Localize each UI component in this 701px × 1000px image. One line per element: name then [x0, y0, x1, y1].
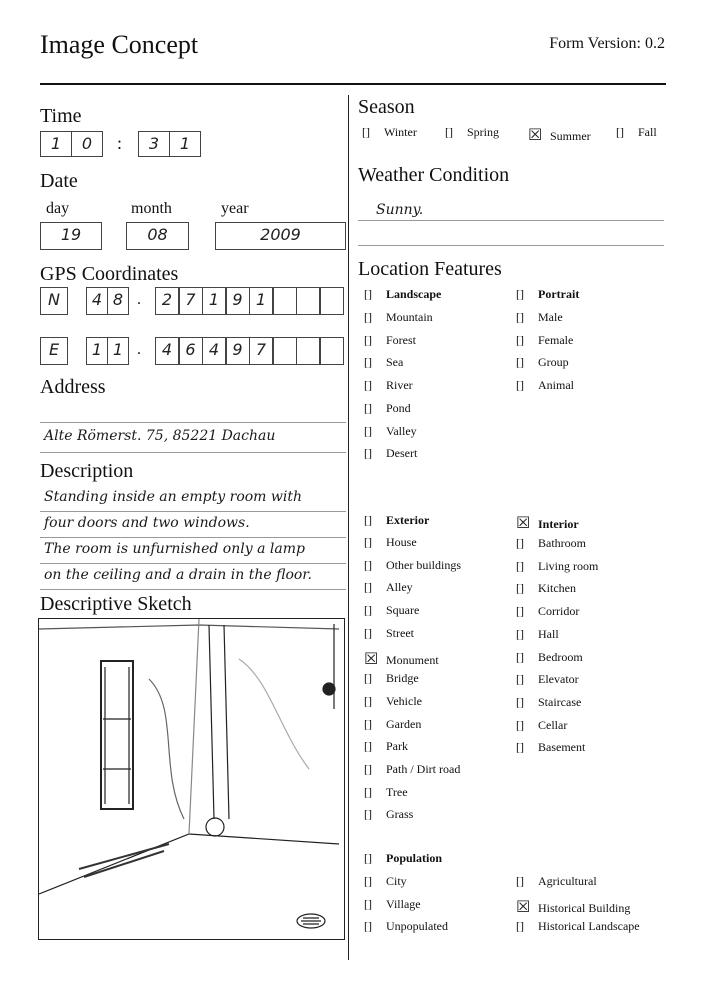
- time-label: Time: [40, 105, 82, 127]
- day-label: day: [46, 200, 70, 217]
- interior-item-checkbox[interactable]: [516, 650, 583, 665]
- latitude-dec-digit-7[interactable]: [296, 287, 320, 315]
- checkbox-label: Park: [386, 739, 408, 754]
- interior-item-checkbox[interactable]: [516, 740, 585, 755]
- population-item-checkbox[interactable]: [364, 919, 448, 934]
- population-item-checkbox[interactable]: [516, 874, 597, 889]
- checkbox-label: Bridge: [386, 671, 419, 686]
- longitude-dec-digit-2[interactable]: 6: [179, 337, 203, 365]
- exterior-item-checkbox[interactable]: [364, 558, 461, 573]
- checkbox-icon[interactable]: []: [364, 603, 372, 618]
- checkbox-label: Forest: [386, 332, 416, 347]
- population-checkbox[interactable]: [364, 851, 442, 866]
- portrait-animal-checkbox[interactable]: [516, 378, 574, 393]
- description-label: Description: [40, 460, 134, 482]
- exterior-item-checkbox[interactable]: [364, 785, 408, 800]
- weather-label: Weather Condition: [358, 164, 510, 186]
- description-rule-2: [40, 537, 346, 538]
- description-rule-4: [40, 589, 346, 590]
- checkbox-icon[interactable]: ☒: [516, 513, 531, 532]
- longitude-dot: .: [137, 341, 141, 358]
- checkbox-icon[interactable]: []: [364, 332, 372, 347]
- checkbox-icon[interactable]: []: [364, 671, 372, 686]
- checkbox-icon[interactable]: []: [364, 355, 372, 370]
- checkbox-icon[interactable]: []: [445, 125, 453, 139]
- exterior-item-checkbox[interactable]: [364, 603, 419, 618]
- longitude-direction[interactable]: E: [40, 337, 68, 365]
- checkbox-label: Path / Dirt road: [386, 762, 461, 776]
- landscape-desert-checkbox[interactable]: [364, 446, 417, 461]
- checkbox-label: Historical Building: [538, 900, 631, 915]
- longitude-dec-digit-7[interactable]: [296, 337, 320, 365]
- latitude-dec-digit-5[interactable]: 1: [249, 287, 273, 315]
- checkbox-icon[interactable]: []: [364, 851, 372, 865]
- checkbox-icon[interactable]: []: [364, 446, 372, 461]
- interior-item-checkbox[interactable]: [516, 604, 579, 619]
- interior-item-checkbox[interactable]: [516, 718, 567, 733]
- header-rule: [40, 83, 666, 85]
- checkbox-icon[interactable]: []: [364, 784, 372, 799]
- longitude-deg-digit-2[interactable]: 1: [107, 337, 129, 365]
- time-separator: :: [117, 133, 123, 153]
- checkbox-label: Portrait: [538, 287, 580, 301]
- checkbox-label: Vehicle: [386, 693, 422, 708]
- exterior-item-checkbox[interactable]: [364, 626, 414, 641]
- checkbox-label: Mountain: [386, 310, 433, 324]
- portrait-group-checkbox[interactable]: [516, 355, 569, 370]
- checkbox-icon[interactable]: []: [516, 355, 524, 370]
- exterior-item-checkbox[interactable]: [364, 739, 408, 754]
- weather-line-2: [358, 245, 664, 246]
- checkbox-label: Monument: [386, 652, 439, 667]
- checkbox-icon[interactable]: []: [364, 693, 372, 708]
- checkbox-label: Cellar: [538, 717, 568, 732]
- month-field[interactable]: 08: [126, 222, 189, 250]
- interior-item-checkbox[interactable]: [516, 536, 586, 551]
- checkbox-icon[interactable]: []: [364, 310, 372, 324]
- address-line-1: [40, 422, 346, 423]
- checkbox-label: Bedroom: [538, 649, 583, 664]
- checkbox-label: Population: [386, 851, 443, 865]
- checkbox-label: Valley: [386, 423, 417, 438]
- checkbox-icon[interactable]: []: [364, 762, 372, 776]
- exterior-item-checkbox[interactable]: [364, 717, 421, 732]
- description-rule-3: [40, 563, 346, 564]
- description-line-4[interactable]: on the ceiling and a drain in the floor.: [44, 567, 312, 583]
- latitude-dec-digit-6[interactable]: [273, 287, 297, 315]
- time-minute-digit-1[interactable]: 3: [138, 131, 170, 157]
- checkbox-icon[interactable]: []: [362, 125, 370, 139]
- checkbox-label: Interior: [538, 517, 579, 531]
- landscape-checkbox[interactable]: [364, 287, 441, 302]
- checkbox-label: Elevator: [538, 672, 579, 687]
- checkbox-label: City: [386, 874, 407, 888]
- portrait-male-checkbox[interactable]: [516, 310, 563, 325]
- checkbox-label: Kitchen: [538, 581, 576, 596]
- population-item-checkbox[interactable]: [364, 897, 421, 912]
- checkbox-label: Agricultural: [538, 874, 597, 888]
- landscape-mountain-checkbox[interactable]: [364, 310, 433, 325]
- landscape-pond-checkbox[interactable]: [364, 401, 411, 416]
- address-label: Address: [40, 376, 106, 398]
- address-field[interactable]: Alte Römerst. 75, 85221 Dachau: [44, 428, 276, 444]
- checkbox-label: Group: [538, 355, 569, 370]
- checkbox-label: Unpopulated: [386, 919, 448, 934]
- checkbox-label: Bathroom: [538, 536, 586, 550]
- checkbox-icon[interactable]: []: [516, 626, 524, 641]
- landscape-forest-checkbox[interactable]: [364, 333, 416, 348]
- exterior-item-checkbox[interactable]: [364, 807, 413, 822]
- checkbox-icon[interactable]: []: [364, 739, 372, 754]
- checkbox-label: Corridor: [538, 604, 580, 619]
- checkbox-label: Male: [538, 310, 563, 324]
- interior-item-checkbox[interactable]: [516, 627, 559, 642]
- checkbox-label: Sea: [386, 355, 404, 370]
- latitude-deg-digit-2[interactable]: 8: [107, 287, 129, 315]
- checkbox-label: Street: [386, 625, 414, 640]
- interior-item-checkbox[interactable]: [516, 581, 576, 596]
- checkbox-icon[interactable]: []: [516, 604, 524, 619]
- longitude-deg-digit-1[interactable]: 1: [86, 337, 108, 365]
- checkbox-icon[interactable]: []: [516, 332, 524, 347]
- checkbox-label: Garden: [386, 716, 422, 731]
- checkbox-icon[interactable]: []: [364, 919, 372, 934]
- weather-field[interactable]: Sunny.: [376, 202, 424, 218]
- checkbox-icon[interactable]: []: [516, 874, 524, 888]
- population-item-checkbox[interactable]: [364, 874, 407, 889]
- time-minute-digit-2[interactable]: 1: [169, 131, 201, 157]
- description-line-2[interactable]: four doors and two windows.: [44, 515, 250, 531]
- address-line-2: [40, 452, 346, 453]
- checkbox-label: Landscape: [386, 287, 442, 301]
- date-label: Date: [40, 170, 78, 192]
- checkbox-label: Village: [386, 896, 421, 911]
- longitude-dec-digit-1[interactable]: 4: [155, 337, 179, 365]
- checkbox-icon[interactable]: []: [516, 536, 524, 550]
- latitude-dec-digit-3[interactable]: 1: [202, 287, 226, 315]
- population-item-checkbox[interactable]: [516, 919, 640, 934]
- checkbox-icon[interactable]: []: [516, 919, 524, 934]
- landscape-sea-checkbox[interactable]: [364, 355, 403, 370]
- checkbox-label: Winter: [384, 125, 417, 139]
- checkbox-icon[interactable]: []: [516, 310, 524, 324]
- landscape-valley-checkbox[interactable]: [364, 424, 417, 439]
- checkbox-icon[interactable]: []: [364, 423, 372, 438]
- description-line-1[interactable]: Standing inside an empty room with: [44, 489, 303, 505]
- checkbox-label: Alley: [386, 580, 413, 595]
- checkbox-icon[interactable]: []: [516, 740, 524, 755]
- checkbox-icon[interactable]: []: [364, 580, 372, 595]
- checkbox-icon[interactable]: []: [616, 125, 624, 139]
- checkbox-label: Other buildings: [386, 557, 461, 572]
- checkbox-label: Living room: [538, 558, 599, 573]
- weather-line-1: [358, 220, 664, 221]
- checkbox-label: Square: [386, 603, 420, 618]
- longitude-dec-digit-4[interactable]: 9: [226, 337, 250, 365]
- year-field[interactable]: 2009: [215, 222, 346, 250]
- checkbox-icon[interactable]: []: [364, 896, 372, 911]
- checkbox-label: Basement: [538, 740, 586, 755]
- checkbox-icon[interactable]: ☒: [516, 896, 531, 916]
- checkbox-icon[interactable]: []: [364, 807, 372, 822]
- description-rule-1: [40, 511, 346, 512]
- checkbox-icon[interactable]: []: [516, 378, 524, 393]
- checkbox-label: Animal: [538, 378, 574, 393]
- checkbox-label: Tree: [386, 784, 408, 799]
- checkbox-icon[interactable]: []: [516, 672, 524, 687]
- room-sketch-drawing: [39, 619, 344, 939]
- description-line-3[interactable]: The room is unfurnished only a lamp: [44, 541, 305, 557]
- latitude-dec-digit-1[interactable]: 2: [155, 287, 179, 315]
- checkbox-icon[interactable]: []: [364, 625, 372, 640]
- time-hour-digit-1[interactable]: 1: [40, 131, 72, 157]
- longitude-dec-digit-6[interactable]: [273, 337, 297, 365]
- checkbox-label: Female: [538, 332, 574, 347]
- population-item-checkbox[interactable]: [516, 897, 630, 916]
- portrait-checkbox[interactable]: [516, 287, 579, 302]
- checkbox-icon[interactable]: []: [364, 378, 372, 393]
- checkbox-icon[interactable]: []: [516, 694, 524, 709]
- column-divider: [348, 95, 349, 960]
- portrait-female-checkbox[interactable]: [516, 333, 573, 348]
- season-winter-checkbox[interactable]: [362, 125, 417, 140]
- year-label: year: [221, 200, 249, 217]
- checkbox-icon[interactable]: []: [516, 287, 524, 301]
- checkbox-icon[interactable]: []: [364, 557, 372, 572]
- interior-item-checkbox[interactable]: [516, 695, 581, 710]
- latitude-dot: .: [137, 291, 141, 308]
- exterior-item-checkbox[interactable]: [364, 580, 413, 595]
- checkbox-label: Grass: [386, 807, 414, 822]
- season-fall-checkbox[interactable]: [616, 125, 657, 140]
- landscape-river-checkbox[interactable]: [364, 378, 413, 393]
- latitude-dec-digit-8[interactable]: [320, 287, 344, 315]
- checkbox-icon[interactable]: []: [364, 400, 372, 415]
- checkbox-label: Hall: [538, 626, 559, 641]
- form-version: Form Version: 0.2: [549, 35, 665, 52]
- checkbox-icon[interactable]: ☒: [364, 648, 379, 668]
- longitude-dec-digit-3[interactable]: 4: [202, 337, 226, 365]
- checkbox-label: Historical Landscape: [538, 919, 640, 934]
- longitude-dec-digit-8[interactable]: [320, 337, 344, 365]
- checkbox-icon[interactable]: []: [516, 649, 524, 664]
- latitude-deg-digit-1[interactable]: 4: [86, 287, 108, 315]
- location-features-label: Location Features: [358, 258, 502, 280]
- exterior-item-checkbox[interactable]: [364, 762, 460, 777]
- exterior-item-checkbox[interactable]: [364, 649, 439, 668]
- season-label: Season: [358, 96, 415, 118]
- latitude-dec-digit-2[interactable]: 7: [179, 287, 203, 315]
- checkbox-icon[interactable]: ☒: [528, 125, 543, 144]
- checkbox-icon[interactable]: []: [364, 535, 372, 549]
- checkbox-label: Fall: [638, 125, 657, 139]
- checkbox-icon[interactable]: []: [364, 716, 372, 731]
- checkbox-label: Exterior: [386, 513, 430, 527]
- checkbox-label: House: [386, 535, 417, 549]
- checkbox-icon[interactable]: []: [364, 874, 372, 888]
- time-hour-digit-2[interactable]: 0: [71, 131, 103, 157]
- checkbox-icon[interactable]: []: [516, 558, 524, 573]
- checkbox-icon[interactable]: []: [364, 287, 372, 301]
- latitude-direction[interactable]: N: [40, 287, 68, 315]
- exterior-item-checkbox[interactable]: [364, 671, 419, 686]
- sketch-label: Descriptive Sketch: [40, 593, 192, 615]
- exterior-item-checkbox[interactable]: [364, 535, 417, 550]
- season-summer-checkbox[interactable]: [528, 125, 591, 144]
- longitude-dec-digit-5[interactable]: 7: [249, 337, 273, 365]
- exterior-item-checkbox[interactable]: [364, 694, 422, 709]
- month-label: month: [131, 200, 172, 217]
- checkbox-icon[interactable]: []: [516, 581, 524, 596]
- checkbox-label: Pond: [386, 400, 411, 415]
- checkbox-label: Spring: [467, 125, 500, 139]
- interior-item-checkbox[interactable]: [516, 559, 598, 574]
- gps-label: GPS Coordinates: [40, 263, 179, 285]
- sketch-area[interactable]: [38, 618, 345, 940]
- checkbox-label: Staircase: [538, 694, 582, 709]
- checkbox-label: Desert: [386, 446, 418, 461]
- latitude-dec-digit-4[interactable]: 9: [226, 287, 250, 315]
- checkbox-icon[interactable]: []: [516, 717, 524, 732]
- checkbox-icon[interactable]: []: [364, 513, 372, 527]
- interior-checkbox[interactable]: [516, 513, 579, 532]
- checkbox-label: River: [386, 378, 413, 393]
- checkbox-label: Summer: [550, 129, 591, 143]
- exterior-checkbox[interactable]: [364, 513, 429, 528]
- season-spring-checkbox[interactable]: [445, 125, 499, 140]
- interior-item-checkbox[interactable]: [516, 672, 579, 687]
- form-title: Image Concept: [40, 30, 199, 59]
- day-field[interactable]: 19: [40, 222, 102, 250]
